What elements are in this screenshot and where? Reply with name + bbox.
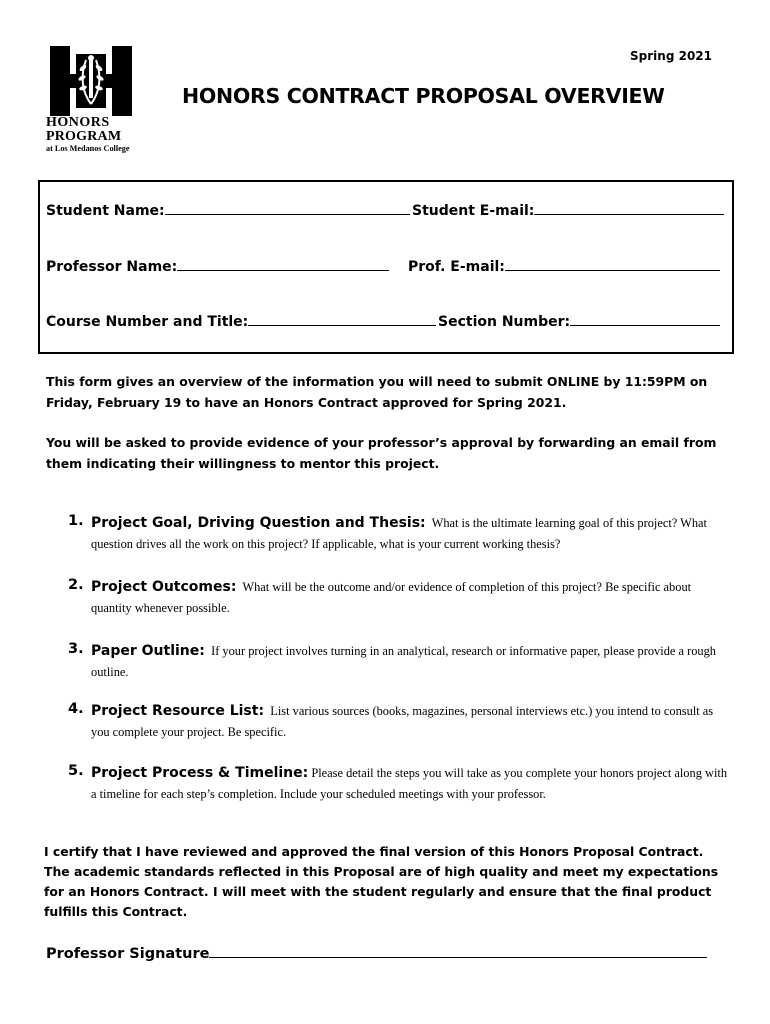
prof-email-label: Prof. E-mail: <box>408 259 505 275</box>
student-name-line[interactable] <box>165 202 410 215</box>
logo-line-college: at Los Medanos College <box>46 144 130 153</box>
course-field[interactable] <box>46 313 436 330</box>
item-number: 3. <box>68 641 84 657</box>
item-heading: Project Process & Timeline: <box>91 765 309 781</box>
professor-name-label: Professor Name: <box>46 259 178 275</box>
signature-label: Professor Signature <box>46 946 210 962</box>
professor-name-field[interactable] <box>46 258 389 275</box>
course-line[interactable] <box>248 313 436 326</box>
list-item <box>68 577 728 619</box>
section-line[interactable] <box>570 313 720 326</box>
item-number: 1. <box>68 513 84 529</box>
item-text: What will be the outcome and/or evidence of completion of this project? Be specific about quantity whenever possible. <box>91 580 692 615</box>
item-text: What is the ultimate learning goal of this project? What question drives all the work on this project? If applicable, what is your current working thesis? <box>91 516 708 551</box>
student-name-field[interactable] <box>46 202 410 219</box>
signature-line[interactable] <box>209 944 707 958</box>
item-text: If your project involves turning in an analytical, research or informative paper, please provide a rough outline. <box>91 644 716 679</box>
logo-line-honors: HONORS <box>46 115 110 130</box>
item-number: 2. <box>68 577 84 593</box>
list-item <box>68 763 728 805</box>
course-label: Course Number and Title: <box>46 314 249 330</box>
professor-signature-field[interactable] <box>46 944 707 962</box>
item-heading: Project Resource List: <box>91 703 265 719</box>
item-heading: Paper Outline: <box>91 643 205 659</box>
student-email-field[interactable] <box>412 202 724 219</box>
list-item <box>68 701 728 743</box>
page-title: HONORS CONTRACT PROPOSAL OVERVIEW <box>182 84 665 108</box>
semester-label: Spring 2021 <box>630 49 712 63</box>
item-number: 4. <box>68 701 84 717</box>
item-heading: Project Outcomes: <box>91 579 237 595</box>
certification-paragraph: I certify that I have reviewed and approved the final version of this Honors Proposal Contract. The academic standards reflected in this Proposal are of high quality and meet my expectations for an Honors Contract. I will meet with the student regularly and ensure that the final product fulfills this Contract. <box>44 844 719 919</box>
student-info-box <box>38 180 734 354</box>
intro-paragraph-approval: You will be asked to provide evidence of your professor’s approval by forwarding an email from them indicating their willingness to mentor this project. <box>46 435 717 471</box>
honors-program-logo <box>46 46 138 164</box>
item-text: List various sources (books, magazines, personal interviews etc.) you intend to consult as you complete your project. Be specific. <box>91 704 714 739</box>
item-heading: Project Goal, Driving Question and Thesis: <box>91 515 426 531</box>
student-email-label: Student E-mail: <box>412 203 535 219</box>
section-field[interactable] <box>438 313 720 330</box>
list-item <box>68 641 728 683</box>
intro-paragraph-deadline: This form gives an overview of the information you will need to submit ONLINE by 11:59PM on Friday, February 19 to have an Honors Contract approved for Spring 2021. <box>46 374 708 410</box>
logo-line-program: PROGRAM <box>46 129 122 144</box>
section-label: Section Number: <box>438 314 571 330</box>
list-item <box>68 513 728 555</box>
laurel-h-icon <box>46 46 138 116</box>
prof-email-line[interactable] <box>505 258 720 271</box>
student-email-line[interactable] <box>534 202 724 215</box>
student-name-label: Student Name: <box>46 203 165 219</box>
item-number: 5. <box>68 763 84 779</box>
prof-email-field[interactable] <box>408 258 720 275</box>
professor-name-line[interactable] <box>177 258 389 271</box>
item-text: Please detail the steps you will take as you complete your honors project along with a timeline for each step’s completion. Include your scheduled meetings with your professor. <box>91 766 728 801</box>
